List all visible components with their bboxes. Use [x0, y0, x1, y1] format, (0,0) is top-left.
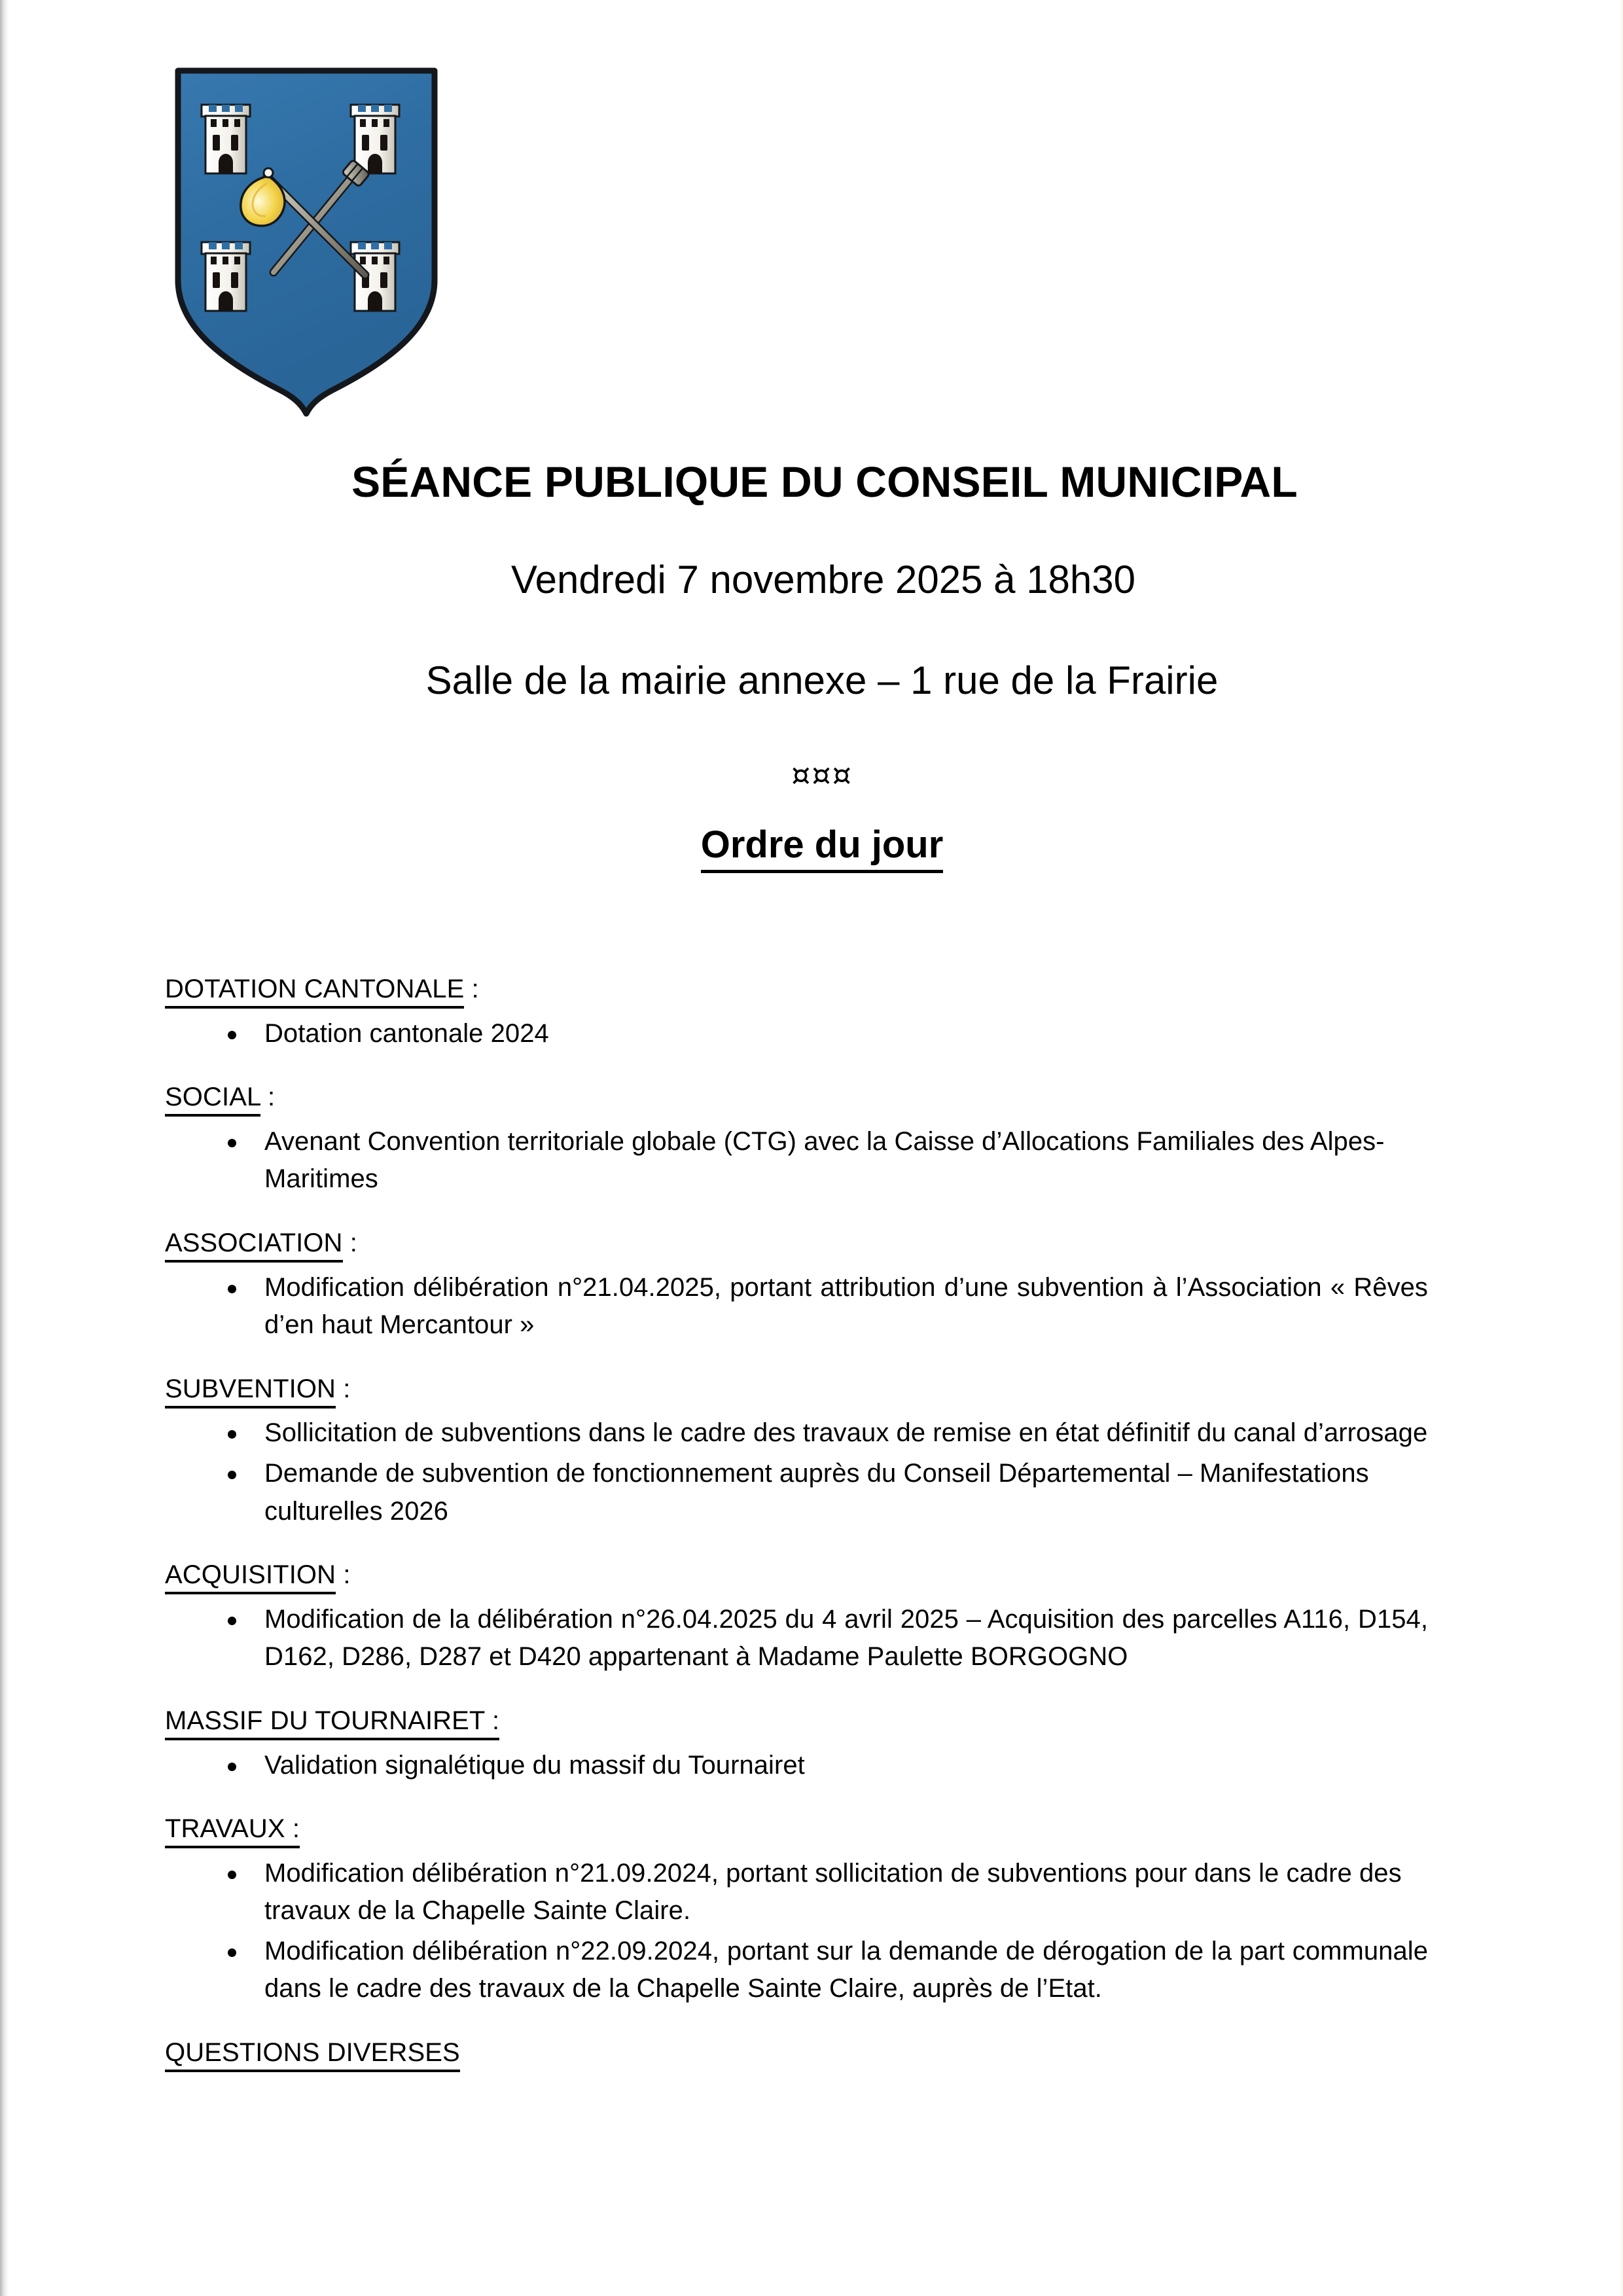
tower-top-left: [202, 105, 250, 173]
coat-of-arms-svg: [169, 64, 444, 431]
agenda-section-dotation-cantonale: [165, 973, 1428, 1052]
agenda-section-association: [165, 1227, 1428, 1344]
section-heading-text: ACQUISITION: [165, 1560, 336, 1594]
agenda-sections: [165, 973, 1428, 2079]
agenda-item: Sollicitation de subventions dans le cadre des travaux de remise en état définitif du canal d’arrosage: [165, 1414, 1428, 1452]
section-bullet-list: [165, 1015, 1428, 1053]
section-heading-colon: :: [464, 975, 479, 1003]
section-heading-text: MASSIF DU TOURNAIRET :: [165, 1706, 499, 1740]
agenda-heading: [0, 824, 1623, 866]
agenda-heading-text: Ordre du jour: [701, 823, 944, 873]
section-heading-text: ASSOCIATION: [165, 1229, 343, 1263]
section-heading-text: DOTATION CANTONALE: [165, 975, 464, 1009]
agenda-section-questions-diverses: [165, 2037, 1428, 2070]
agenda-item: Dotation cantonale 2024: [165, 1015, 1428, 1053]
ornament-divider: ¤¤¤: [791, 757, 853, 793]
section-heading-text: TRAVAUX :: [165, 1814, 300, 1848]
section-bullet-list: [165, 1747, 1428, 1785]
agenda-item: Avenant Convention territoriale globale (CTG) avec la Caisse d’Allocations Familiales des Alpes-Maritimes: [165, 1123, 1428, 1198]
section-heading: [165, 1813, 1428, 1846]
section-heading-colon: :: [342, 1228, 357, 1257]
agenda-section-acquisition: [165, 1559, 1428, 1676]
tower-bottom-right: [351, 242, 399, 311]
scan-edge-left: [0, 0, 9, 2296]
agenda-item: Validation signalétique du massif du Tournairet: [165, 1747, 1428, 1785]
section-bullet-list: [165, 1601, 1428, 1676]
section-bullet-list: [165, 1269, 1428, 1344]
agenda-section-subvention: [165, 1373, 1428, 1530]
section-heading: [165, 1373, 1428, 1406]
agenda-item: Modification délibération n°21.09.2024, portant sollicitation de subventions pour dans le cadre des travaux de la Chapelle Sainte Claire.: [165, 1855, 1428, 1930]
section-bullet-list: [165, 1123, 1428, 1198]
section-heading-colon: :: [336, 1560, 351, 1590]
section-heading-colon: :: [336, 1374, 351, 1403]
section-heading: [165, 1227, 1428, 1260]
agenda-section-massif-du-tournairet: [165, 1705, 1428, 1784]
section-bullet-list: [165, 1414, 1428, 1530]
section-heading-text: QUESTIONS DIVERSES: [165, 2038, 460, 2072]
scan-edge-right: [1616, 0, 1623, 2296]
section-heading: [165, 2037, 1428, 2070]
section-heading: [165, 1081, 1428, 1114]
meeting-date-line: Vendredi 7 novembre 2025 à 18h30: [510, 557, 1136, 601]
coat-of-arms: [169, 64, 444, 431]
agenda-item: Modification de la délibération n°26.04.2025 du 4 avril 2025 – Acquisition des parcelles A116, D154, D162, D286, D287 et D420 appartenant à Madame Paulette BORGOGNO: [165, 1601, 1428, 1676]
agenda-item: Modification délibération n°22.09.2024, portant sur la demande de dérogation de la part communale dans le cadre des travaux de la Chapelle Sainte Claire, auprès de l’Etat.: [165, 1933, 1428, 2008]
agenda-item: Demande de subvention de fonctionnement auprès du Conseil Départemental – Manifestations culturelles 2026: [165, 1455, 1428, 1530]
title-block: [0, 458, 1623, 866]
section-heading-text: SOCIAL: [165, 1083, 260, 1117]
section-heading-colon: :: [260, 1083, 276, 1112]
section-heading: [165, 1705, 1428, 1738]
meeting-location-line: Salle de la mairie annexe – 1 rue de la Frairie: [425, 658, 1219, 702]
section-bullet-list: [165, 1855, 1428, 2008]
agenda-item: Modification délibération n°21.04.2025, portant attribution d’une subvention à l’Association « Rêves d’en haut Mercantour »: [165, 1269, 1428, 1344]
tower-bottom-left: [202, 242, 250, 311]
page-title: SÉANCE PUBLIQUE DU CONSEIL MUNICIPAL: [351, 457, 1298, 506]
section-heading: [165, 973, 1428, 1006]
section-heading-text: SUBVENTION: [165, 1374, 336, 1408]
agenda-section-travaux: [165, 1813, 1428, 2008]
agenda-section-social: [165, 1081, 1428, 1198]
section-heading: [165, 1559, 1428, 1592]
